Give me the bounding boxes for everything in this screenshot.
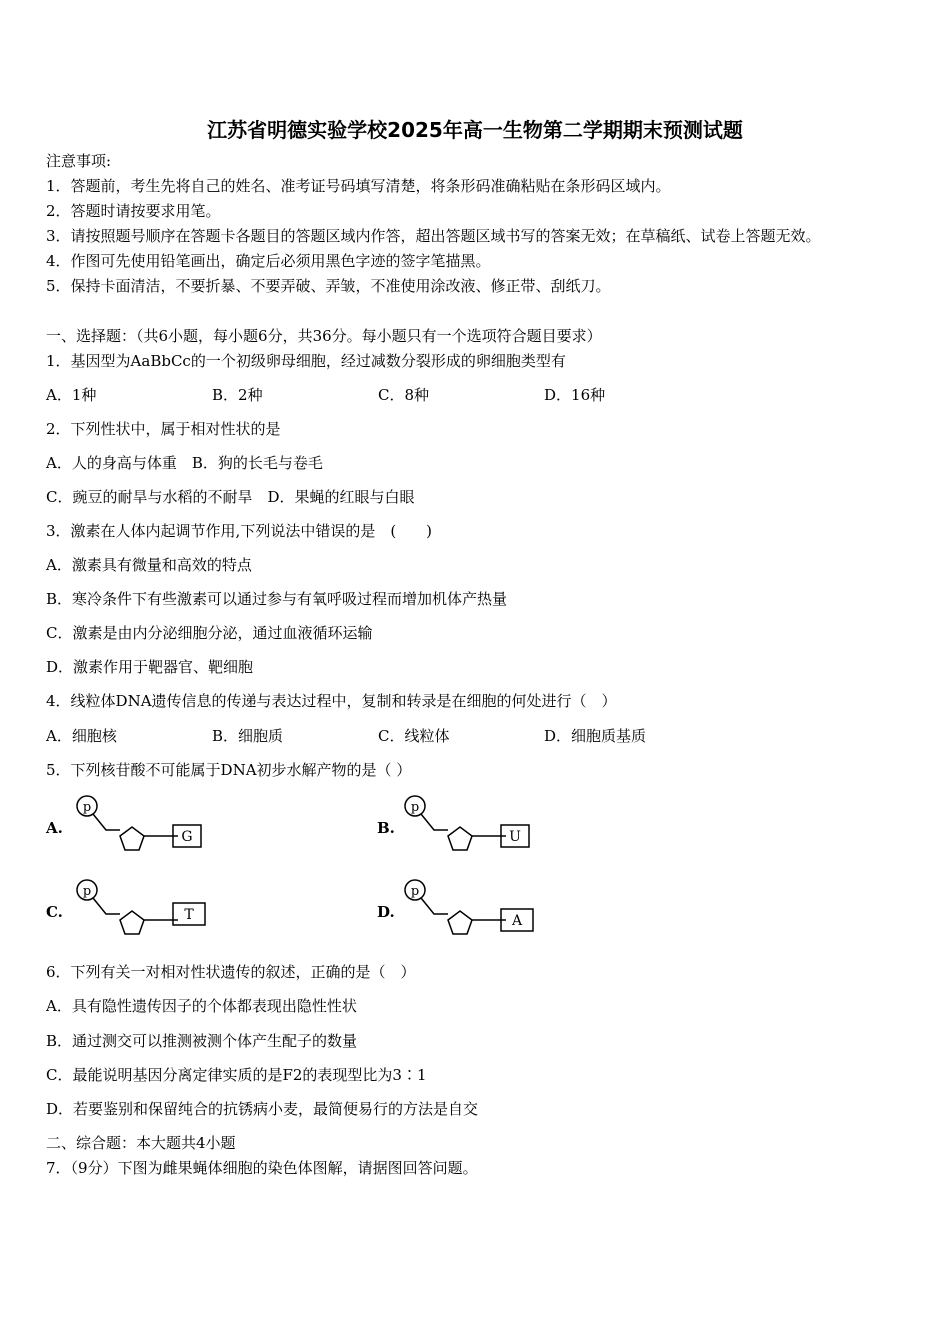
phosphate-bond bbox=[93, 814, 120, 830]
phosphate-label: p bbox=[410, 800, 420, 815]
phosphate-bond bbox=[421, 814, 448, 830]
notice-item: 4．作图可先使用铅笔画出，确定后必须用黑色字迹的签字笔描黑。 bbox=[46, 252, 491, 270]
option: D．激素作用于靶器官、靶细胞 bbox=[46, 658, 254, 676]
option: D．细胞质基质 bbox=[544, 727, 647, 745]
option: D．16种 bbox=[544, 386, 606, 404]
nucleotide-diagram bbox=[72, 792, 212, 862]
option-row bbox=[46, 385, 605, 405]
option: B．细胞质 bbox=[212, 727, 284, 745]
notice-item: 3．请按照题号顺序在答题卡各题目的答题区域内作答，超出答题区域书写的答案无效；在草稿纸、试卷上答题无效。 bbox=[46, 227, 821, 245]
option-label: D. bbox=[377, 903, 395, 921]
phosphate-label: p bbox=[410, 884, 420, 899]
pentose-ring bbox=[448, 911, 472, 934]
option: C．最能说明基因分离定律实质的是F2的表现型比为3∶1 bbox=[46, 1066, 427, 1084]
nucleotide-diagram bbox=[400, 876, 540, 946]
question-stem: 6．下列有关一对相对性状遗传的叙述，正确的是（ ） bbox=[46, 963, 416, 981]
notice-item: 5．保持卡面清洁，不要折暴、不要弄破、弄皱，不准使用涂改液、修正带、刮纸刀。 bbox=[46, 277, 611, 295]
option: C．8种 bbox=[378, 386, 430, 404]
nucleotide-diagram bbox=[400, 792, 540, 862]
section-heading: 二、综合题：本大题共4小题 bbox=[46, 1134, 236, 1152]
option-label: A. bbox=[46, 819, 63, 837]
option: C．线粒体 bbox=[378, 727, 450, 745]
question-stem: 7．（9分）下图为雌果蝇体细胞的染色体图解，请据图回答问题。 bbox=[46, 1159, 478, 1177]
base-label: G bbox=[181, 829, 193, 845]
question-stem: 4．线粒体DNA遗传信息的传递与表达过程中，复制和转录是在细胞的何处进行（ ） bbox=[46, 692, 617, 710]
option: B．通过测交可以推测被测个体产生配子的数量 bbox=[46, 1032, 358, 1050]
option-label: C. bbox=[46, 903, 63, 921]
phosphate-bond bbox=[421, 898, 448, 914]
phosphate-label: p bbox=[82, 800, 92, 815]
base-label: U bbox=[509, 829, 521, 845]
option-row bbox=[46, 726, 646, 746]
option: A．1种 bbox=[46, 386, 97, 404]
option: D．若要鉴别和保留纯合的抗锈病小麦，最简便易行的方法是自交 bbox=[46, 1100, 479, 1118]
notice-item: 1．答题前，考生先将自己的姓名、准考证号码填写清楚，将条形码准确粘贴在条形码区域内。 bbox=[46, 177, 671, 195]
page-title: 江苏省明德实验学校2025年高一生物第二学期期末预测试题 bbox=[207, 118, 743, 142]
option: A．激素具有微量和高效的特点 bbox=[46, 556, 252, 574]
phosphate-bond bbox=[93, 898, 120, 914]
option: B．寒冷条件下有些激素可以通过参与有氧呼吸过程而增加机体产热量 bbox=[46, 590, 508, 608]
base-label: A bbox=[511, 913, 523, 929]
option-label: B. bbox=[377, 819, 395, 837]
notice-heading: 注意事项: bbox=[46, 152, 112, 170]
pentose-ring bbox=[120, 827, 144, 850]
question-stem: 3．激素在人体内起调节作用,下列说法中错误的是 ( ) bbox=[46, 522, 433, 540]
pentose-ring bbox=[120, 911, 144, 934]
option: B．2种 bbox=[212, 386, 263, 404]
option: A．细胞核 bbox=[46, 727, 117, 745]
question-stem: 1．基因型为AaBbCc的一个初级卵母细胞，经过减数分裂形成的卵细胞类型有 bbox=[46, 352, 566, 370]
section-heading: 一、选择题：（共6小题，每小题6分，共36分。每小题只有一个选项符合题目要求） bbox=[46, 327, 602, 345]
option-row: A．人的身高与体重 B．狗的长毛与卷毛 bbox=[46, 454, 323, 472]
nucleotide-diagram bbox=[72, 876, 212, 946]
question-stem: 2．下列性状中，属于相对性状的是 bbox=[46, 420, 281, 438]
option: C．激素是由内分泌细胞分泌，通过血液循环运输 bbox=[46, 624, 373, 642]
option-row: C．豌豆的耐旱与水稻的不耐旱 D．果蝇的红眼与白眼 bbox=[46, 488, 415, 506]
base-label: T bbox=[184, 907, 194, 923]
option: A．具有隐性遗传因子的个体都表现出隐性性状 bbox=[46, 997, 357, 1015]
question-stem: 5．下列核苷酸不可能属于DNA初步水解产物的是（ ） bbox=[46, 761, 412, 779]
notice-item: 2．答题时请按要求用笔。 bbox=[46, 202, 221, 220]
pentose-ring bbox=[448, 827, 472, 850]
phosphate-label: p bbox=[82, 884, 92, 899]
